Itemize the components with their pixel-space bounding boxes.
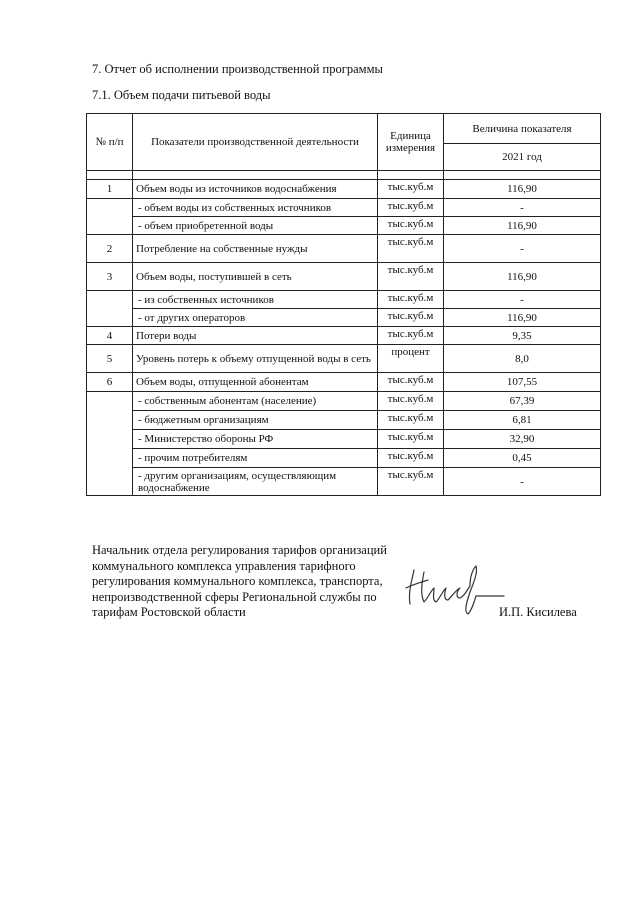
header-num: № п/п [87,114,133,171]
row-value: 0,45 [444,449,601,468]
row-unit: тыс.куб.м [378,235,444,263]
row-value: - [444,199,601,217]
spacer-cell [133,171,378,180]
row-unit: тыс.куб.м [378,373,444,392]
row-value: 116,90 [444,180,601,199]
row-num [87,199,133,235]
row-unit: тыс.куб.м [378,263,444,291]
header-unit: Единица измерения [378,114,444,171]
row-unit: тыс.куб.м [378,309,444,327]
row-value: 107,55 [444,373,601,392]
section-title: 7. Отчет об исполнении производственной программы [92,62,383,76]
row-name: - собственным абонентам (население) [133,392,378,411]
row-num: 1 [87,180,133,199]
row-name: - прочим потребителям [133,449,378,468]
row-name: - из собственных источников [133,291,378,309]
row-unit: тыс.куб.м [378,291,444,309]
table-row [87,430,601,449]
table-row [87,235,601,263]
table-row [87,309,601,327]
position-line: коммунального комплекса управления тарифного [92,558,356,573]
subsection-title: 7.1. Объем подачи питьевой воды [92,88,271,102]
row-value: 8,0 [444,345,601,373]
header-value-group: Величина показателя [444,114,601,144]
row-value: 32,90 [444,430,601,449]
row-name: Объем воды, отпущенной абонентам [133,373,378,392]
row-name: - Министерство обороны РФ [133,430,378,449]
row-value: 116,90 [444,217,601,235]
water-supply-table [86,113,601,496]
table-row [87,263,601,291]
table-row [87,449,601,468]
position-line: регулирования коммунального комплекса, транспорта, [92,574,383,588]
table-row [87,468,601,496]
row-name: - от других операторов [133,309,378,327]
row-unit: процент [378,345,444,373]
row-num [87,291,133,327]
table-row [87,345,601,373]
row-value: - [444,291,601,309]
row-name: Объем воды из источников водоснабжения [133,180,378,199]
row-num: 4 [87,327,133,345]
row-value: 67,39 [444,392,601,411]
table-row [87,217,601,235]
row-unit: тыс.куб.м [378,430,444,449]
row-unit: тыс.куб.м [378,199,444,217]
row-unit: тыс.куб.м [378,217,444,235]
row-name: - бюджетным организациям [133,411,378,430]
row-name: Потребление на собственные нужды [133,235,378,263]
row-value: 116,90 [444,309,601,327]
table-row [87,411,601,430]
row-value: 9,35 [444,327,601,345]
row-num: 2 [87,235,133,263]
signature-position-text [92,543,412,621]
row-name: - объем приобретенной воды [133,217,378,235]
position-line: тарифам Ростовской области [92,605,246,619]
spacer-cell [378,171,444,180]
row-num: 6 [87,373,133,392]
handwritten-signature [400,558,510,618]
row-unit: тыс.куб.м [378,449,444,468]
row-unit: тыс.куб.м [378,327,444,345]
table-row [87,327,601,345]
table-row [87,392,601,411]
header-year: 2021 год [444,144,601,171]
signer-name: И.П. Кисилева [499,605,577,619]
table-row [87,199,601,217]
row-value: - [444,235,601,263]
row-name: Уровень потерь к объему отпущенной воды в сеть [133,345,378,373]
row-value: 116,90 [444,263,601,291]
row-name: - другим организациям, осуществляющим водоснабжение [133,468,378,496]
row-num [87,392,133,496]
header-indicator: Показатели производственной деятельности [133,114,378,171]
spacer-cell [87,171,133,180]
position-line: непроизводственной сферы Региональной службы по [92,589,377,604]
row-num: 5 [87,345,133,373]
table-row [87,291,601,309]
table-row [87,180,601,199]
row-name: Объем воды, поступившей в сеть [133,263,378,291]
row-name: Потери воды [133,327,378,345]
row-unit: тыс.куб.м [378,411,444,430]
row-value: - [444,468,601,496]
position-line: Начальник отдела регулирования тарифов организаций [92,543,387,557]
row-name: - объем воды из собственных источников [133,199,378,217]
row-unit: тыс.куб.м [378,180,444,199]
spacer-cell [444,171,601,180]
row-value: 6,81 [444,411,601,430]
row-num: 3 [87,263,133,291]
table-row [87,373,601,392]
row-unit: тыс.куб.м [378,392,444,411]
row-unit: тыс.куб.м [378,468,444,496]
